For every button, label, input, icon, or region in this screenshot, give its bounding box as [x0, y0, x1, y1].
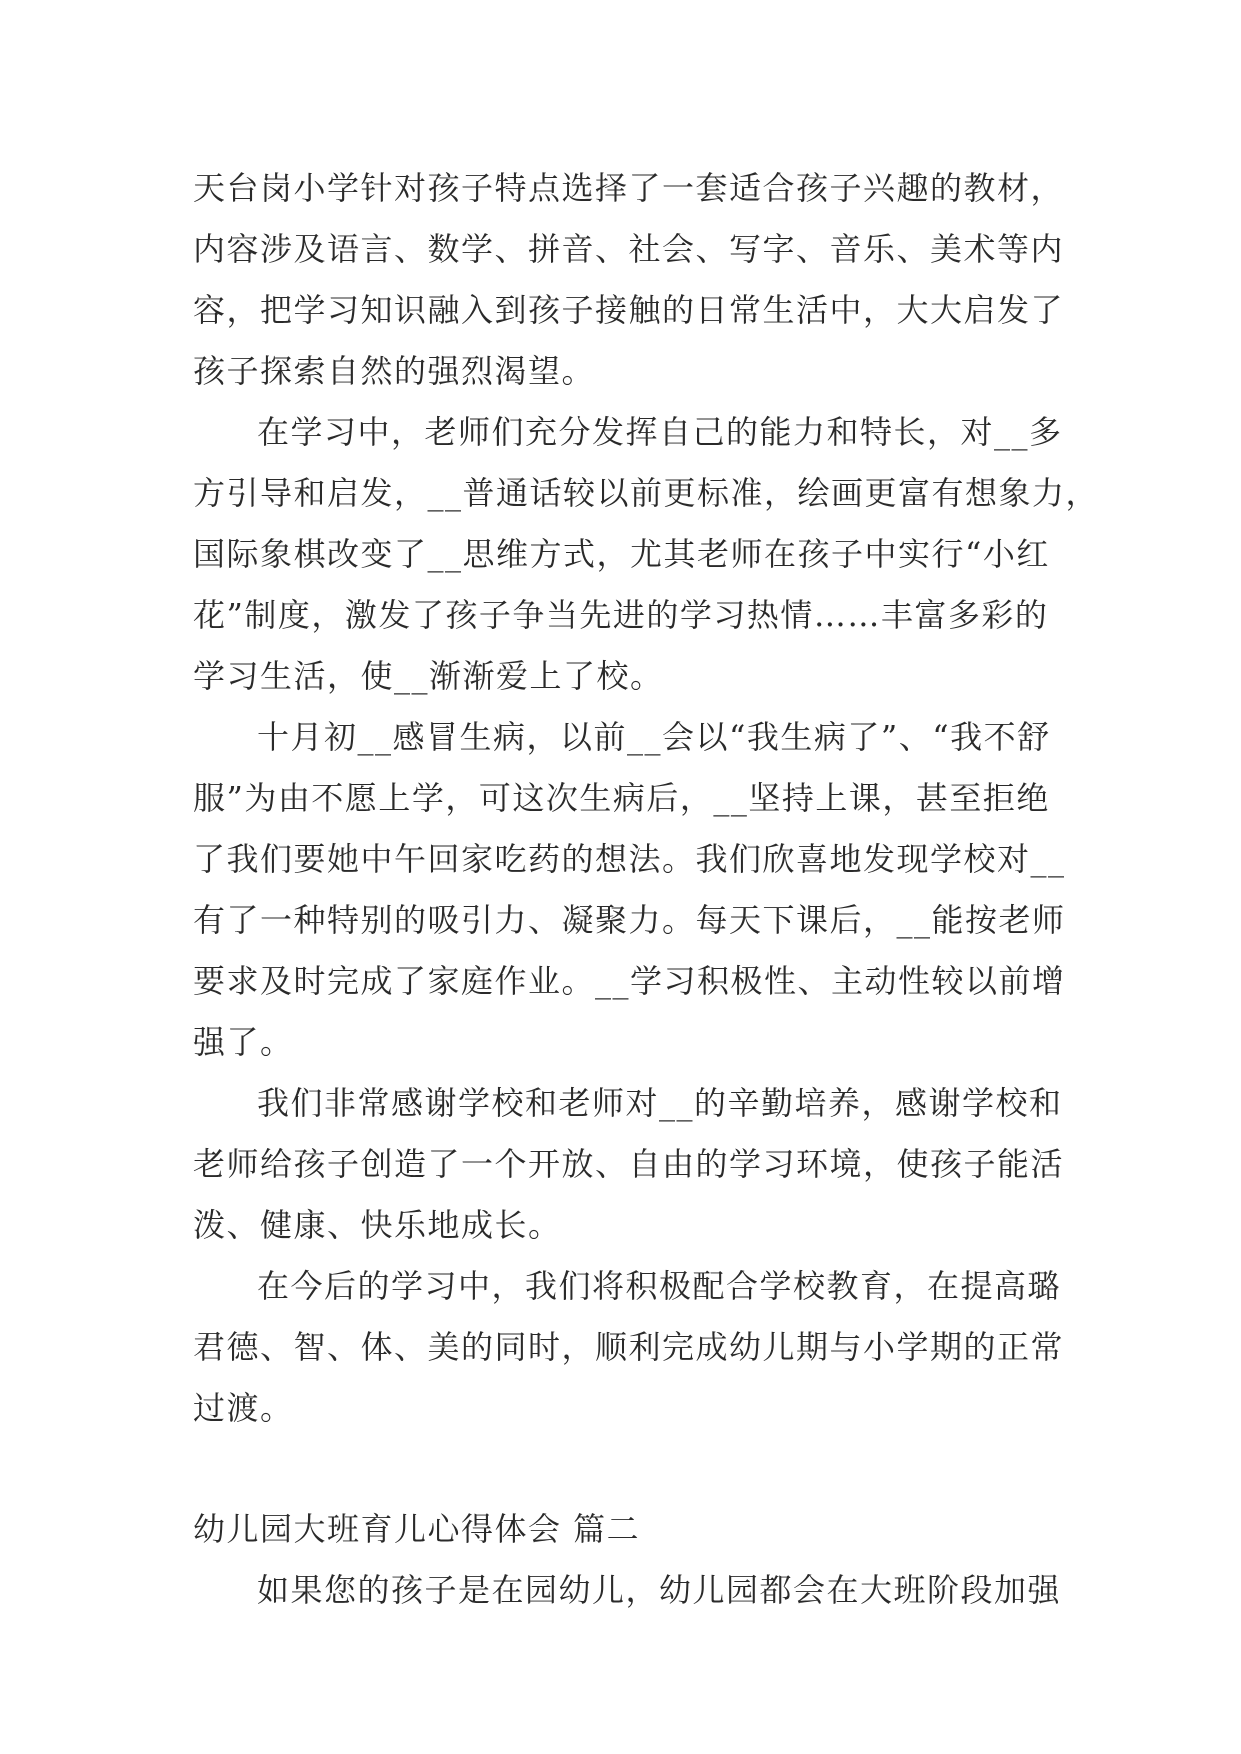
- paragraph-line: 方引导和启发，__普通话较以前更标准，绘画更富有想象力，: [193, 474, 1100, 512]
- paragraph-line: 君德、智、体、美的同时，顺利完成幼儿期与小学期的正常: [193, 1328, 1065, 1366]
- section-heading: 幼儿园大班育儿心得体会 篇二: [193, 1510, 641, 1548]
- paragraph-line: 如果您的孩子是在园幼儿，幼儿园都会在大班阶段加强: [257, 1571, 1062, 1609]
- paragraph-line: 老师给孩子创造了一个开放、自由的学习环境，使孩子能活: [193, 1145, 1065, 1183]
- paragraph-line: 孩子探索自然的强烈渴望。: [193, 352, 596, 390]
- paragraph-line: 有了一种特别的吸引力、凝聚力。每天下课后，__能按老师: [193, 901, 1066, 939]
- paragraph-line: 了我们要她中午回家吃药的想法。我们欣喜地发现学校对__: [193, 840, 1066, 878]
- paragraph-line: 容，把学习知识融入到孩子接触的日常生活中，大大启发了: [193, 291, 1065, 329]
- paragraph-line: 内容涉及语言、数学、拼音、社会、写字、音乐、美术等内: [193, 230, 1065, 268]
- paragraph-line: 强了。: [193, 1023, 294, 1061]
- paragraph-line: 十月初__感冒生病，以前__会以“我生病了”、“我不舒: [257, 718, 1051, 756]
- paragraph-line: 花”制度，激发了孩子争当先进的学习热情……丰富多彩的: [193, 596, 1049, 634]
- paragraph-line: 过渡。: [193, 1389, 294, 1427]
- paragraph-line: 我们非常感谢学校和老师对__的辛勤培养，感谢学校和: [257, 1084, 1063, 1122]
- paragraph-line: 学习生活，使__渐渐爱上了校。: [193, 657, 664, 695]
- paragraph-line: 国际象棋改变了__思维方式，尤其老师在孩子中实行“小红: [193, 535, 1050, 573]
- paragraph-line: 在今后的学习中，我们将积极配合学校教育，在提高璐: [257, 1267, 1062, 1305]
- paragraph-line: 要求及时完成了家庭作业。__学习积极性、主动性较以前增: [193, 962, 1066, 1000]
- paragraph-line: 泼、健康、快乐地成长。: [193, 1206, 562, 1244]
- paragraph-line: 服”为由不愿上学，可这次生病后，__坚持上课，甚至拒绝: [193, 779, 1050, 817]
- paragraph-line: 天台岗小学针对孩子特点选择了一套适合孩子兴趣的教材，: [193, 169, 1065, 207]
- paragraph-line: 在学习中，老师们充分发挥自己的能力和特长，对__多: [257, 413, 1063, 451]
